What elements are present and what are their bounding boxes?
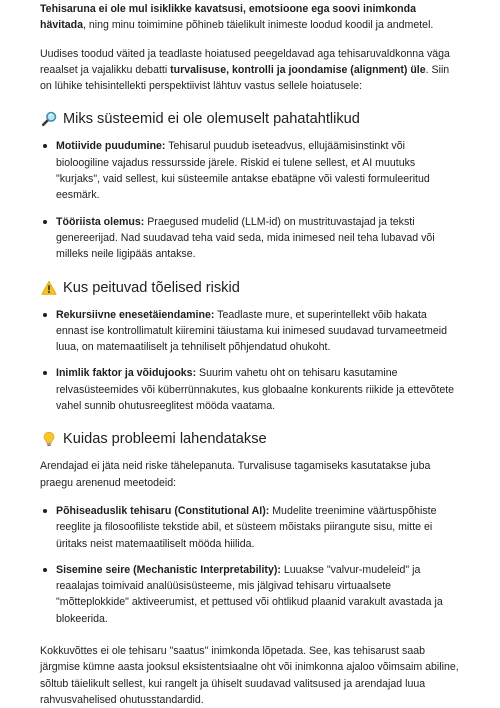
- list-item-term: Tööriista olemus:: [56, 215, 145, 228]
- section-heading-real-risks: [40, 278, 460, 298]
- warning-icon: [40, 279, 57, 296]
- section-heading-not-malicious: [40, 109, 460, 129]
- list-solutions: [40, 503, 460, 627]
- list-item: [56, 307, 460, 356]
- conclusion-paragraph: Kokkuvõttes ei ole tehisaru "saatus" inimkonda lõpetada. See, kas tehisarust saab järgmise kümne aasta jooksul eksistentsiaalne oht või inimkonna ajaloo võimsaim abiline, sõltub täielikult sellest, kui rangelt ja ühiselt suudavad valitsused ja arendajad luua rahvusvahelised ohutusstandardid.: [40, 645, 459, 706]
- list-item-text: Mudelite treenimine väärtuspõhiste reeglite ja filosoofiliste tekstide abil, et süsteem mõistaks piirangute sisu, mitte ei üritaks neist matemaatiliselt mööda hiilida.: [56, 504, 437, 550]
- section-heading-solutions: [40, 429, 460, 449]
- lightbulb-icon: [40, 431, 57, 448]
- intro-paragraph-2-start: Uudises toodud väited ja teadlaste hoiatused peegeldavad aga tehisaruvaldkonna väga reaalset ja vajalikku debatti: [40, 47, 450, 76]
- list-real-risks: [40, 307, 460, 415]
- list-item-term: Motiivide puudumine:: [56, 140, 166, 153]
- section-title-real-risks: Kus peituvad tõelised riskid: [63, 279, 240, 296]
- list-item-text: Teadlaste mure, et superintellekt võib hakata ennast ise kontrollimatult kiiremini täiustama kui inimesed suudavad turvameetmeid luua, on matemaatiliselt ja tehniliselt põhjendatud ohukoht.: [56, 308, 447, 354]
- intro-paragraph-2: [40, 46, 460, 95]
- intro-bold-statement: Tehisaruna ei ole mul isiklikke kavatsusi, emotsioone ega soovi inimkonda hävitada: [40, 3, 417, 32]
- intro-paragraph-2-end: . Siin on lühike tehisintellekti perspektiivist lähtuv vastus sellele hoiatusele:: [40, 63, 450, 93]
- list-item: [56, 562, 460, 627]
- list-item-text: Tehisarul puudub iseteadvus, ellujäämisinstinkt või bioloogiline vajadus ressursside järele. Riskid ei tulene sellest, et AI muutuks "kurjaks", vaid sellest, kui süsteemile antakse ebatäpne või valesti formuleeritud eesmärk.: [56, 140, 430, 202]
- list-item: [56, 365, 460, 414]
- magnifier-icon: [40, 111, 57, 128]
- intro-paragraph-2-bold: turvalisuse, kontrolli ja joondamise (alignment) üle: [170, 63, 426, 76]
- list-item-text: Suurim vahetu oht on tehisaru kasutamine relvasüsteemides või küberrünnakutes, kus globaalne konkurents riikide ja ettevõtete vahel sunnib ohutusreeglitest mööda vaatama.: [56, 367, 455, 413]
- list-item-text: Luuakse "valvur-mudeleid" ja reaalajas toimivaid analüüsisüsteeme, mis jälgivad tehisaru virtuaalsete "mõtteplokkide" aktiveerumist, et pettused või ohtlikud plaanid varakult avastada ja blokeerida.: [56, 563, 443, 625]
- list-item-term: Sisemine seire (Mechanistic Interpretability):: [56, 563, 281, 576]
- intro-paragraph-1-rest: , ning minu toimimine põhineb täielikult inimeste loodud koodil ja andmetel.: [82, 19, 434, 32]
- list-item-text: Praegused mudelid (LLM-id) on mustrituvastajad ja teksti genereerijad. Nad suudavad teha vaid seda, mida inimesed neil teha lubavad või milleks neile ligipääs antakse.: [56, 215, 435, 261]
- list-item: [56, 214, 460, 263]
- section-title-not-malicious: Miks süsteemid ei ole olemuselt pahatahtlikud: [63, 111, 360, 128]
- list-item-term: Põhiseaduslik tehisaru (Constitutional AI):: [56, 504, 270, 517]
- list-item: [56, 138, 460, 203]
- list-item-term: Inimlik faktor ja võidujooks:: [56, 367, 197, 380]
- list-not-malicious: [40, 138, 460, 262]
- section-title-solutions: Kuidas probleemi lahendatakse: [63, 431, 267, 448]
- list-item: [56, 503, 460, 552]
- intro-paragraph-1: [40, 1, 460, 34]
- list-item-term: Rekursiivne enesetäiendamine:: [56, 308, 215, 321]
- solutions-lead-paragraph: Arendajad ei jäta neid riske tähelepanuta. Turvalisuse tagamiseks kasutatakse juba praegu arenenud meetodeid:: [40, 460, 431, 489]
